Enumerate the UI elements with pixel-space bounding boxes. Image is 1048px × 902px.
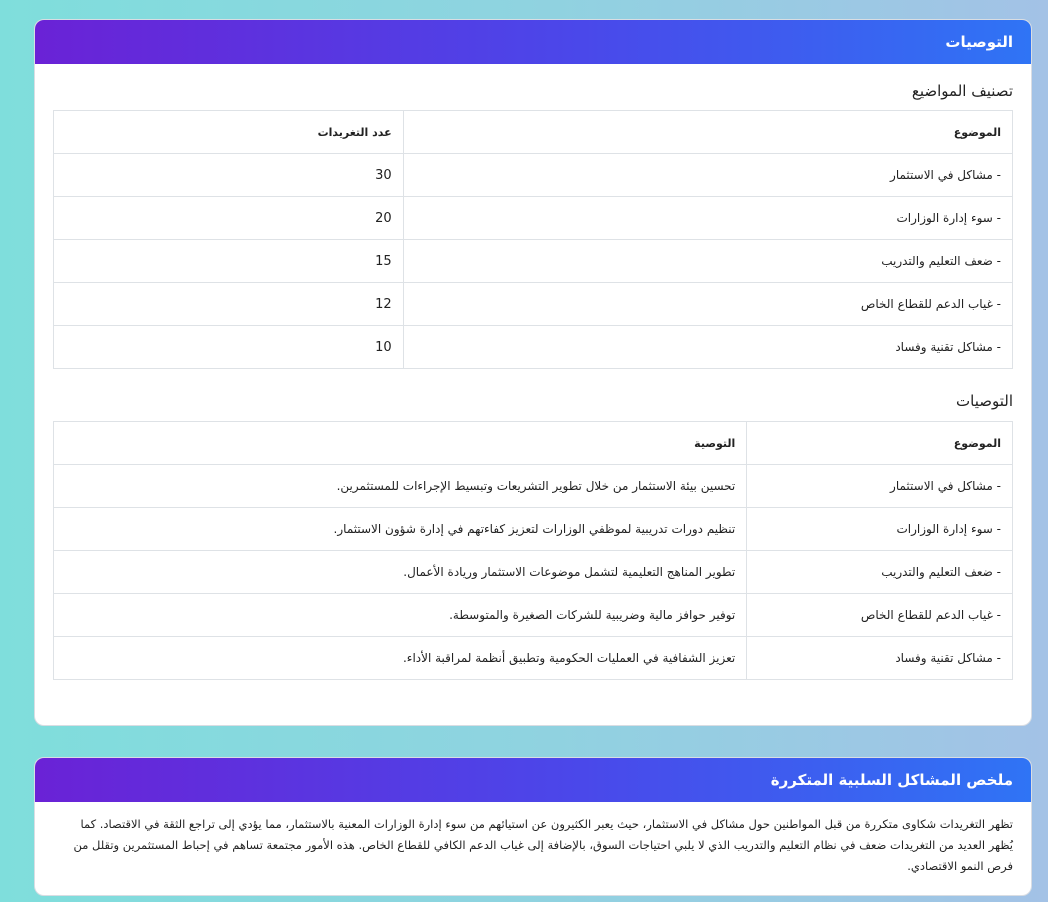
- table-row: [54, 197, 1013, 240]
- table-row: [54, 594, 1013, 637]
- recommendation-cell: تنظيم دورات تدريبية لموظفي الوزارات لتعزيز كفاءتهم في إدارة شؤون الاستثمار.: [54, 508, 747, 551]
- topic-cell: - مشاكل تقنية وفساد: [403, 326, 1012, 369]
- count-cell: 12: [54, 283, 404, 326]
- table-row: [54, 240, 1013, 283]
- topic-cell: - ضعف التعليم والتدريب: [403, 240, 1012, 283]
- recommendation-cell: تطوير المناهج التعليمية لتشمل موضوعات الاستثمار وريادة الأعمال.: [54, 551, 747, 594]
- column-header-topic: الموضوع: [403, 111, 1012, 154]
- topics-table: [53, 110, 1013, 369]
- topic-cell: - سوء إدارة الوزارات: [403, 197, 1012, 240]
- topic-cell: - مشاكل تقنية وفساد: [747, 637, 1013, 680]
- recommendations-card: [34, 19, 1032, 726]
- table-row: [54, 465, 1013, 508]
- count-cell: 15: [54, 240, 404, 283]
- summary-text: تظهر التغريدات شكاوى متكررة من قبل المواطنين حول مشاكل في الاستثمار، حيث يعبر الكثيرون عن استيائهم من سوء إدارة الوزارات المعنية بالاستثمار، مما يؤدي إلى تراجع الثقة في الاقتصاد. كما يُظهر العديد من التغريدات ضعف في نظام التعليم والتدريب الذي لا يلبي احتياجات السوق، بالإضافة إلى غياب الدعم الكافي للقطاع الخاص. هذه الأمور مجتمعة تساهم في إحباط المستثمرين وتقلل من فرص النمو الاقتصادي.: [73, 817, 1013, 873]
- table-row: [54, 637, 1013, 680]
- recommendations-card-body: [35, 64, 1031, 680]
- recommendations-card-header: التوصيات: [35, 20, 1031, 64]
- topic-cell: - سوء إدارة الوزارات: [747, 508, 1013, 551]
- topic-cell: - مشاكل في الاستثمار: [747, 465, 1013, 508]
- column-header-tweet-count: عدد التغريدات: [54, 111, 404, 154]
- count-cell: 10: [54, 326, 404, 369]
- recs-table-header-row: [54, 422, 1013, 465]
- recs-section-title: التوصيات: [956, 392, 1013, 410]
- table-row: [54, 326, 1013, 369]
- table-row: [54, 283, 1013, 326]
- recommendation-cell: توفير حوافز مالية وضريبية للشركات الصغيرة والمتوسطة.: [54, 594, 747, 637]
- recommendation-cell: تعزيز الشفافية في العمليات الحكومية وتطبيق أنظمة لمراقبة الأداء.: [54, 637, 747, 680]
- column-header-recommendation: التوصية: [54, 422, 747, 465]
- topics-table-header-row: [54, 111, 1013, 154]
- summary-card: [34, 757, 1032, 896]
- summary-card-header: ملخص المشاكل السلبية المتكررة: [35, 758, 1031, 802]
- recommendations-table: [53, 421, 1013, 680]
- topics-section-title: تصنيف المواضيع: [911, 82, 1013, 100]
- count-cell: 20: [54, 197, 404, 240]
- table-row: [54, 551, 1013, 594]
- recommendation-cell: تحسين بيئة الاستثمار من خلال تطوير التشريعات وتبسيط الإجراءات للمستثمرين.: [54, 465, 747, 508]
- topic-cell: - مشاكل في الاستثمار: [403, 154, 1012, 197]
- table-row: [54, 154, 1013, 197]
- count-cell: 30: [54, 154, 404, 197]
- table-row: [54, 508, 1013, 551]
- topic-cell: - غياب الدعم للقطاع الخاص: [747, 594, 1013, 637]
- topic-cell: - غياب الدعم للقطاع الخاص: [403, 283, 1012, 326]
- topic-cell: - ضعف التعليم والتدريب: [747, 551, 1013, 594]
- column-header-topic: الموضوع: [747, 422, 1013, 465]
